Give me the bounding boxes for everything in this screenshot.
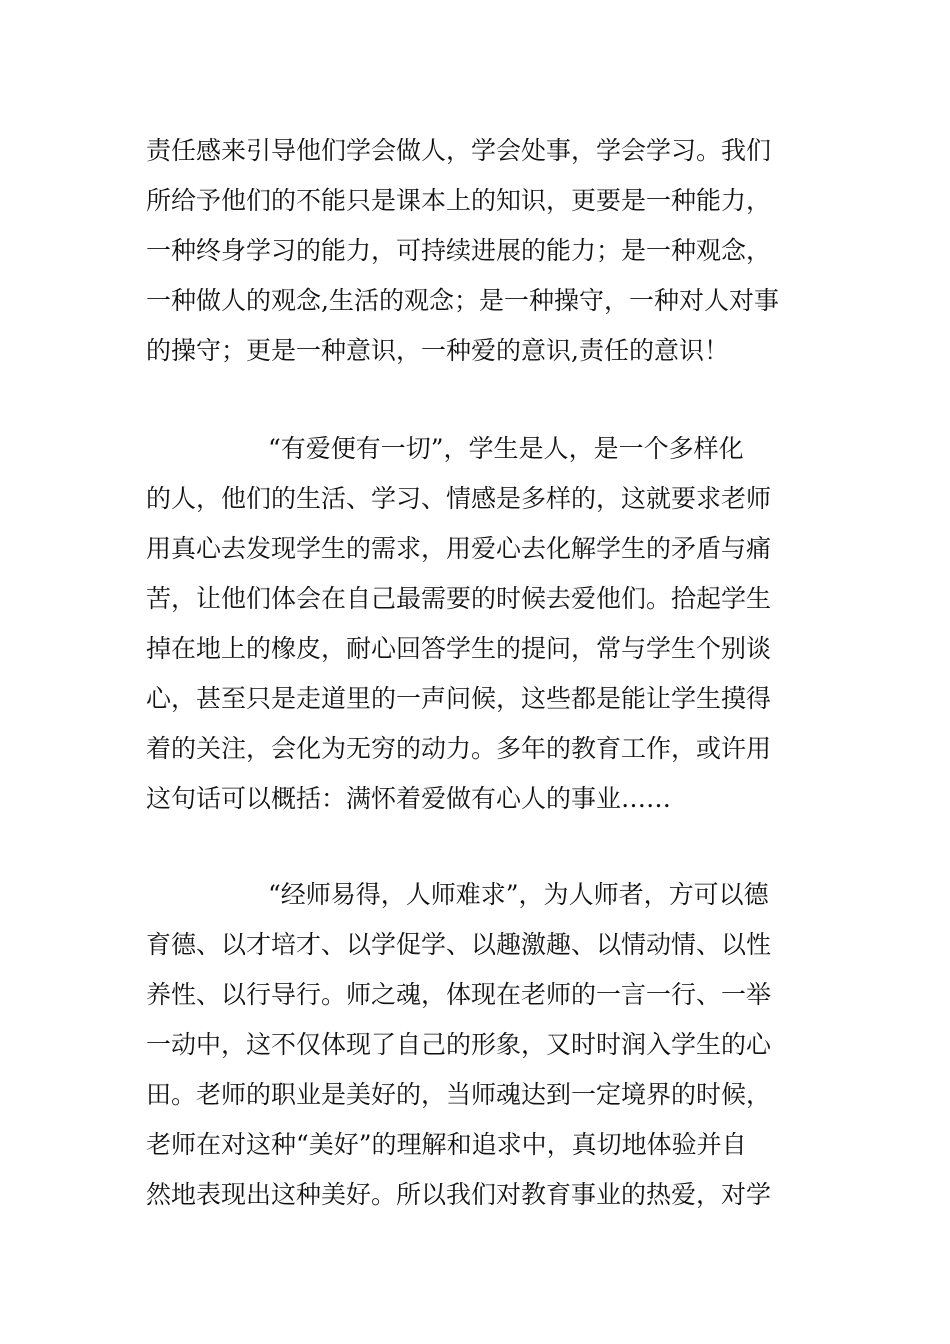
text-line-indented: “有爱便有一切”，学生是人，是一个多样化 [268,434,744,463]
text-line: 田。老师的职业是美好的，当师魂达到一定境界的时候， [146,1080,772,1109]
text-line: 用真心去发现学生的需求，用爱心去化解学生的矛盾与痛 [146,534,772,563]
text-line: 的操守；更是一种意识，一种爱的意识,责任的意识！ [146,336,729,365]
text-line: 然地表现出这种美好。所以我们对教育事业的热爱，对学 [146,1180,772,1209]
text-line: 责任感来引导他们学会做人，学会处事，学会学习。我们 [146,136,772,165]
text-line: 的人，他们的生活、学习、情感是多样的，这就要求老师 [146,484,772,513]
text-line-indented: “经师易得，人师难求”，为人师者，方可以德 [268,880,769,909]
text-line: 育德、以才培才、以学促学、以趣激趣、以情动情、以性 [146,930,772,959]
text-line: 心，甚至只是走道里的一声问候，这些都是能让学生摸得 [146,684,772,713]
text-line: 一种终身学习的能力，可持续进展的能力；是一种观念， [146,236,772,265]
paragraph-2 [146,424,811,824]
text-line: 着的关注，会化为无穷的动力。多年的教育工作，或许用 [146,734,772,763]
text-line: 一种做人的观念,生活的观念；是一种操守，一种对人对事 [146,286,779,315]
text-line: 掉在地上的橡皮，耐心回答学生的提问，常与学生个别谈 [146,634,772,663]
text-line: 这句话可以概括：满怀着爱做有心人的事业…… [146,784,672,813]
text-line: 养性、以行导行。师之魂，体现在老师的一言一行、一举 [146,980,772,1009]
text-line: 所给予他们的不能只是课本上的知识，更要是一种能力， [146,186,772,215]
text-line: 苦，让他们体会在自己最需要的时候去爱他们。拾起学生 [146,584,772,613]
paragraph-3 [146,870,811,1220]
paragraph-1 [146,126,811,376]
text-line: 一动中，这不仅体现了自己的形象，又时时润入学生的心 [146,1030,772,1059]
text-line: 老师在对这种“美好”的理解和追求中，真切地体验并自 [146,1130,747,1159]
